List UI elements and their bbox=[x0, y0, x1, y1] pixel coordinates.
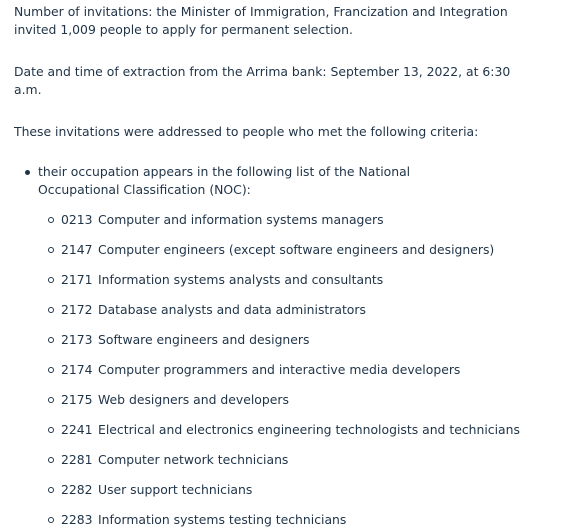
noc-code: 2241 bbox=[61, 422, 93, 437]
bullet-circle-icon bbox=[48, 307, 54, 313]
noc-code: 0213 bbox=[61, 212, 93, 227]
noc-code: 2172 bbox=[61, 302, 93, 317]
noc-code: 2175 bbox=[61, 392, 93, 407]
noc-title: User support technicians bbox=[98, 482, 253, 497]
criteria-item-text: their occupation appears in the following list of the National Occupational Classification (NOC): bbox=[38, 164, 411, 197]
bullet-circle-icon bbox=[48, 217, 54, 223]
noc-list-item bbox=[38, 391, 561, 409]
noc-title: Information systems testing technicians bbox=[98, 512, 347, 527]
intro-paragraph: Number of invitations: the Minister of Immigration, Francization and Integration invited 1,009 people to apply for permanent selection. bbox=[14, 4, 508, 37]
bullet-circle-icon bbox=[48, 427, 54, 433]
noc-list-item bbox=[38, 301, 561, 319]
noc-list-item bbox=[38, 271, 561, 289]
criteria-item bbox=[14, 163, 520, 529]
noc-title: Information systems analysts and consultants bbox=[98, 272, 384, 287]
noc-list-item bbox=[38, 481, 561, 499]
bullet-circle-icon bbox=[48, 397, 54, 403]
bullet-circle-icon bbox=[48, 367, 54, 373]
bullet-circle-icon bbox=[48, 487, 54, 493]
noc-code: 2173 bbox=[61, 332, 93, 347]
noc-code: 2174 bbox=[61, 362, 93, 377]
noc-title: Web designers and developers bbox=[98, 392, 289, 407]
noc-code: 2282 bbox=[61, 482, 93, 497]
bullet-circle-icon bbox=[48, 337, 54, 343]
noc-list-item bbox=[38, 421, 561, 439]
noc-code: 2147 bbox=[61, 242, 93, 257]
noc-list-item bbox=[38, 241, 561, 259]
noc-list-item bbox=[38, 211, 561, 229]
noc-list-item bbox=[38, 451, 561, 469]
noc-list-item bbox=[38, 331, 561, 349]
noc-list bbox=[38, 211, 520, 529]
bullet-circle-icon bbox=[48, 247, 54, 253]
noc-list-item bbox=[38, 361, 561, 379]
bullet-circle-icon bbox=[48, 457, 54, 463]
noc-title: Computer programmers and interactive media developers bbox=[98, 362, 461, 377]
noc-list-item bbox=[38, 511, 561, 529]
noc-title: Computer and information systems managers bbox=[98, 212, 384, 227]
noc-title: Software engineers and designers bbox=[98, 332, 310, 347]
criteria-intro-paragraph: These invitations were addressed to people who met the following criteria: bbox=[14, 124, 479, 139]
noc-code: 2283 bbox=[61, 512, 93, 527]
criteria-list bbox=[14, 163, 563, 529]
noc-title: Computer network technicians bbox=[98, 452, 289, 467]
noc-title: Database analysts and data administrators bbox=[98, 302, 366, 317]
noc-title: Computer engineers (except software engineers and designers) bbox=[98, 242, 495, 257]
bullet-disc-icon bbox=[25, 170, 30, 175]
bullet-circle-icon bbox=[48, 277, 54, 283]
bullet-circle-icon bbox=[48, 517, 54, 523]
noc-code: 2281 bbox=[61, 452, 93, 467]
noc-code: 2171 bbox=[61, 272, 93, 287]
noc-title: Electrical and electronics engineering technologists and technicians bbox=[98, 422, 520, 437]
extraction-date-paragraph: Date and time of extraction from the Arrima bank: September 13, 2022, at 6:30 a.m. bbox=[14, 64, 511, 97]
